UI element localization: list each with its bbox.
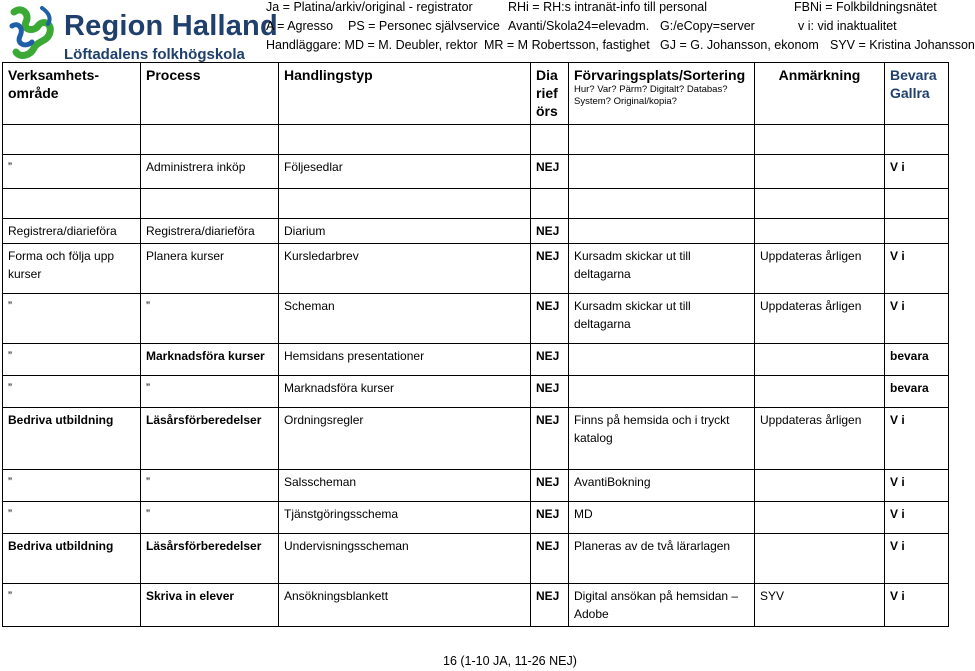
cell-diarie: NEJ xyxy=(531,244,569,294)
cell-anmarkning: Uppdateras årligen xyxy=(755,244,885,294)
cell-verksamhet: ” xyxy=(3,155,141,189)
cell-handlingstyp: Tjänstgöringsschema xyxy=(279,502,531,534)
table-row xyxy=(3,219,949,244)
col-header-process: Process xyxy=(141,63,279,125)
cell-bevara: V i xyxy=(885,502,949,534)
legend-text: Ja = Platina/arkiv/original - registrator xyxy=(266,0,473,14)
table-row xyxy=(3,470,949,502)
col-header-diarieforing: Dia rief örs xyxy=(531,63,569,125)
cell-forvaring: Finns på hemsida och i tryckt katalog xyxy=(569,408,755,470)
cell-handlingstyp: Salsscheman xyxy=(279,470,531,502)
cell-anmarkning: SYV xyxy=(755,584,885,627)
cell-verksamhet: Bedriva utbildning xyxy=(3,534,141,584)
cell-process: Planera kurser xyxy=(141,244,279,294)
cell-forvaring xyxy=(569,155,755,189)
cell-process: ” xyxy=(141,470,279,502)
cell-anmarkning xyxy=(755,155,885,189)
legend-text: PS = Personec självservice xyxy=(348,19,500,33)
cell-bevara: bevara xyxy=(885,344,949,376)
school-name: Löftadalens folkhögskola xyxy=(64,46,245,63)
cell-forvaring: AvantiBokning xyxy=(569,470,755,502)
cell-forvaring xyxy=(569,219,755,244)
cell-verksamhet: ” xyxy=(3,470,141,502)
logo-mark-icon xyxy=(8,4,64,62)
cell-verksamhet: Registrera/diarieföra xyxy=(3,219,141,244)
cell-handlingstyp: Följesedlar xyxy=(279,155,531,189)
cell-verksamhet: Forma och följa upp kurser xyxy=(3,244,141,294)
cell-handlingstyp: Hemsidans presentationer xyxy=(279,344,531,376)
cell-verksamhet: ” xyxy=(3,344,141,376)
legend-text: RHi = RH:s intranät-info till personal xyxy=(508,0,708,14)
cell-diarie: NEJ xyxy=(531,534,569,584)
cell-anmarkning xyxy=(755,502,885,534)
table-row xyxy=(3,376,949,408)
cell-anmarkning xyxy=(755,376,885,408)
cell-handlingstyp: Diarium xyxy=(279,219,531,244)
cell-process: ” xyxy=(141,294,279,344)
legend-text: A = Agresso xyxy=(266,19,334,33)
cell-bevara: V i xyxy=(885,408,949,470)
cell-bevara: V i xyxy=(885,244,949,294)
cell-forvaring: Digital ansökan på hemsidan – Adobe xyxy=(569,584,755,627)
cell-bevara: V i xyxy=(885,470,949,502)
cell-handlingstyp: Scheman xyxy=(279,294,531,344)
table-row xyxy=(3,155,949,189)
legend-text: GJ = G. Johansson, ekonom xyxy=(660,38,819,52)
cell-anmarkning xyxy=(755,344,885,376)
legend-text: Handläggare: MD = M. Deubler, rektor xyxy=(266,38,478,52)
table-row-spacer xyxy=(3,125,949,155)
cell-anmarkning xyxy=(755,470,885,502)
table-row xyxy=(3,294,949,344)
cell-handlingstyp: Kursledarbrev xyxy=(279,244,531,294)
cell-anmarkning: Uppdateras årligen xyxy=(755,294,885,344)
forvaring-hint: Hur? Var? Pärm? Digitalt? Databas? System? Original/kopia? xyxy=(574,84,728,107)
cell-diarie: NEJ xyxy=(531,376,569,408)
cell-verksamhet: ” xyxy=(3,502,141,534)
legend-text: v i: vid inaktualitet xyxy=(798,19,897,33)
col-header-handlingstyp: Handlingstyp xyxy=(279,63,531,125)
cell-verksamhet: ” xyxy=(3,376,141,408)
cell-bevara: bevara xyxy=(885,376,949,408)
cell-process: Registrera/diarieföra xyxy=(141,219,279,244)
cell-anmarkning: Uppdateras årligen xyxy=(755,408,885,470)
table-row xyxy=(3,244,949,294)
col-header-forvaring xyxy=(569,63,755,125)
cell-handlingstyp: Ansökningsblankett xyxy=(279,584,531,627)
table-row xyxy=(3,534,949,584)
cell-process: Läsårsförberedelser xyxy=(141,534,279,584)
cell-anmarkning xyxy=(755,534,885,584)
cell-process: Läsårsförberedelser xyxy=(141,408,279,470)
cell-diarie: NEJ xyxy=(531,294,569,344)
forvaring-title: Förvaringsplats/Sortering xyxy=(574,67,746,83)
table-row xyxy=(3,584,949,627)
cell-diarie: NEJ xyxy=(531,219,569,244)
document-management-table xyxy=(2,62,949,627)
legend-text: Avanti/Skola24=elevadm. xyxy=(508,19,650,33)
legend-text: SYV = Kristina Johansson xyxy=(830,38,975,52)
table-header-row xyxy=(3,63,949,125)
col-header-verksamhet: Verksamhets-område xyxy=(3,63,141,125)
legend-text: FBNi = Folkbildningsnätet xyxy=(794,0,937,14)
cell-verksamhet: Bedriva utbildning xyxy=(3,408,141,470)
col-header-bevara: Bevara Gallra xyxy=(885,63,949,125)
cell-diarie: NEJ xyxy=(531,584,569,627)
cell-diarie: NEJ xyxy=(531,155,569,189)
cell-bevara: V i xyxy=(885,584,949,627)
cell-diarie: NEJ xyxy=(531,408,569,470)
cell-verksamhet: ” xyxy=(3,584,141,627)
legend-text: MR = M Robertsson, fastighet xyxy=(484,38,650,52)
table-row xyxy=(3,344,949,376)
table-row-spacer xyxy=(3,189,949,219)
cell-verksamhet: ” xyxy=(3,294,141,344)
cell-forvaring: Kursadm skickar ut till deltagarna xyxy=(569,294,755,344)
cell-bevara xyxy=(885,219,949,244)
org-name: Region Halland xyxy=(64,10,278,42)
cell-bevara: V i xyxy=(885,155,949,189)
cell-anmarkning xyxy=(755,219,885,244)
cell-diarie: NEJ xyxy=(531,470,569,502)
cell-forvaring xyxy=(569,344,755,376)
cell-bevara: V i xyxy=(885,294,949,344)
cell-process: Skriva in elever xyxy=(141,584,279,627)
col-header-anmarkning: Anmärkning xyxy=(755,63,885,125)
cell-forvaring: MD xyxy=(569,502,755,534)
cell-handlingstyp: Undervisningsscheman xyxy=(279,534,531,584)
cell-bevara: V i xyxy=(885,534,949,584)
cell-process: ” xyxy=(141,376,279,408)
legend-text: G:/eCopy=server xyxy=(660,19,755,33)
cell-diarie: NEJ xyxy=(531,502,569,534)
cell-process: ” xyxy=(141,502,279,534)
cell-process: Administrera inköp xyxy=(141,155,279,189)
cell-handlingstyp: Marknadsföra kurser xyxy=(279,376,531,408)
cell-process: Marknadsföra kurser xyxy=(141,344,279,376)
cell-forvaring xyxy=(569,376,755,408)
cell-diarie: NEJ xyxy=(531,344,569,376)
cell-forvaring: Kursadm skickar ut till deltagarna xyxy=(569,244,755,294)
cell-forvaring: Planeras av de två lärarlagen xyxy=(569,534,755,584)
table-row xyxy=(3,408,949,470)
table-row xyxy=(3,502,949,534)
region-halland-logo xyxy=(8,4,278,63)
cell-handlingstyp: Ordningsregler xyxy=(279,408,531,470)
page-number-footer: 16 (1-10 JA, 11-26 NEJ) xyxy=(443,654,577,668)
